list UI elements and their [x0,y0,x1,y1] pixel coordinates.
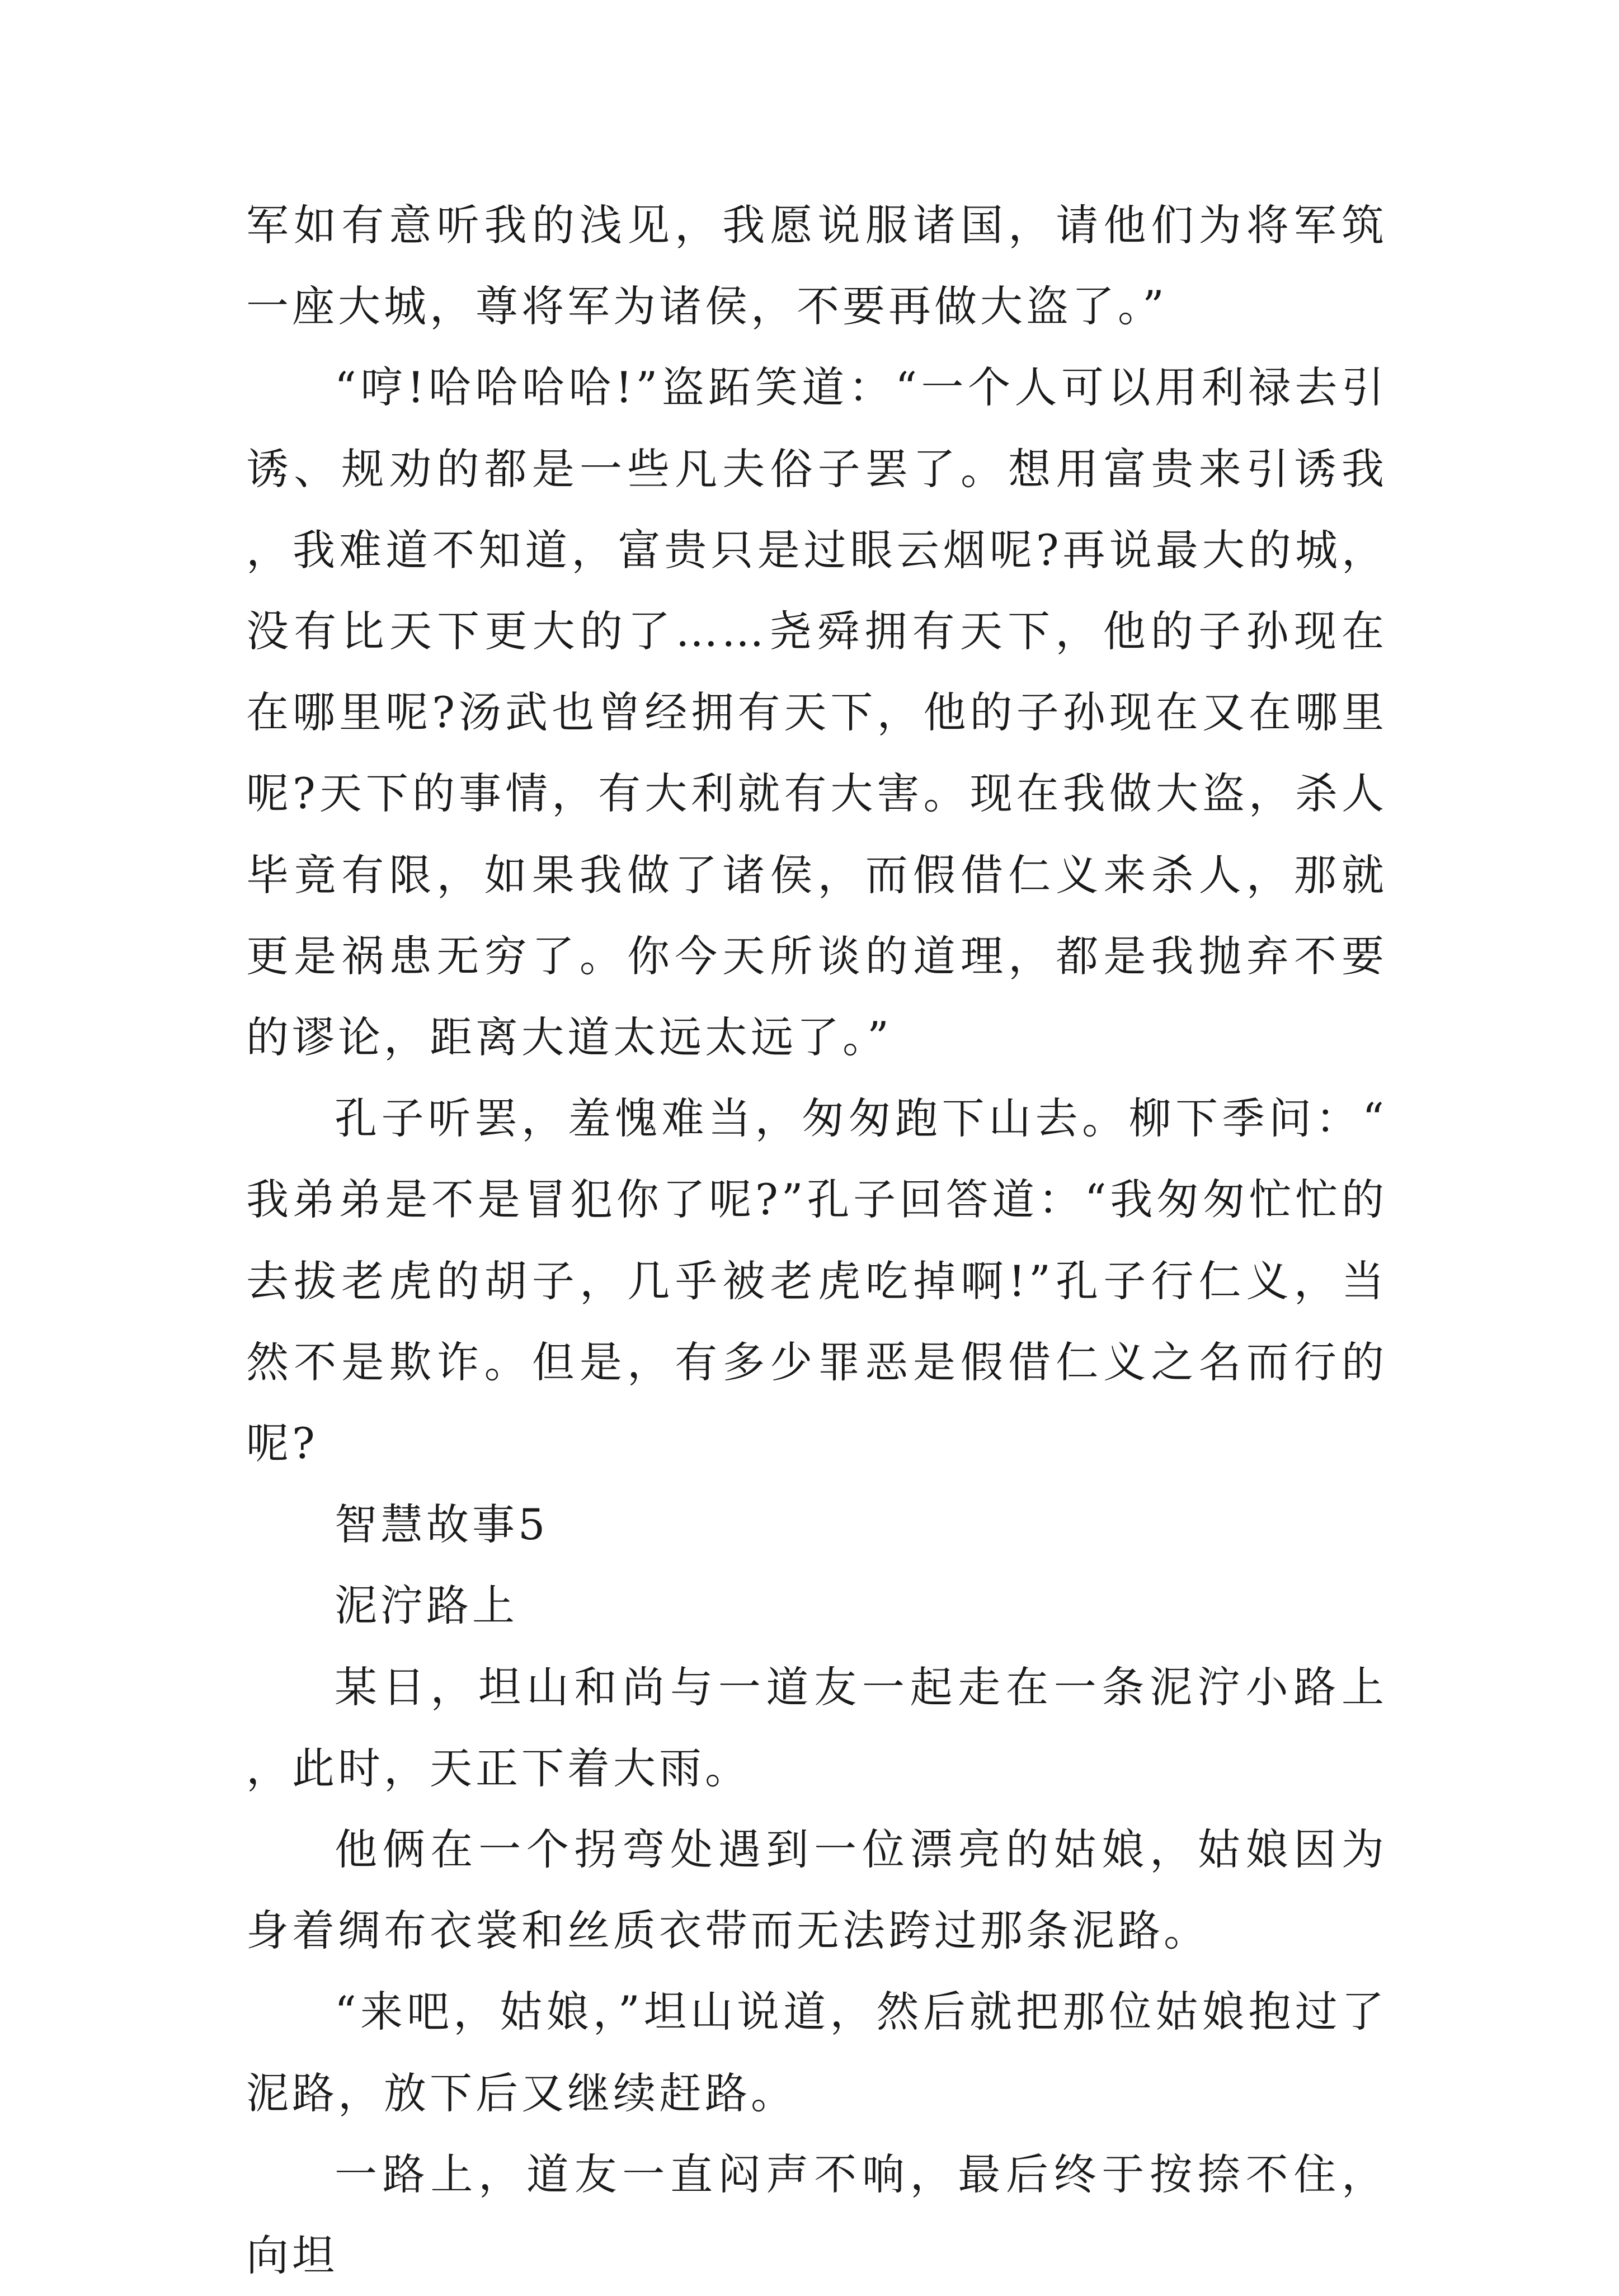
paragraph-continued: 军如有意听我的浅见，我愿说服诸国，请他们为将军筑一座大城，尊将军为诸侯，不要再做大盗了。” [246,200,1387,332]
paragraph-dao-zhi-reply: “哼!哈哈哈哈!”盗跖笑道：“一个人可以用利禄去引诱、规劝的都是一些凡夫俗子罢了。想用富贵来引诱我，我难道不知道，富贵只是过眼云烟呢?再说最大的城，没有比天下更大的了……尧舜拥有天下，他的子孙现在在哪里呢?汤武也曾经拥有天下，他的子孙现在又在哪里呢?天下的事情，有大利就有大害。现在我做大盗，杀人毕竟有限，如果我做了诸侯，而假借仁义来杀人，那就更是祸患无穷了。你今天所谈的道理，都是我抛弃不要的谬论，距离大道太远太远了。” [246,362,1387,1063]
paragraph-carry-girl: “来吧，姑娘，”坦山说道，然后就把那位姑娘抱过了泥路，放下后又继续赶路。 [246,1987,1387,2118]
paragraph-story-opening: 某日，坦山和尚与一道友一起走在一条泥泞小路上，此时，天正下着大雨。 [246,1662,1387,1793]
section-heading: 智慧故事5 [335,1500,549,1550]
paragraph-meet-girl: 他俩在一个拐弯处遇到一位漂亮的姑娘，姑娘因为身着绸布衣裳和丝质衣带而无法跨过那条泥路。 [246,1824,1387,1956]
paragraph-confucius-leaves: 孔子听罢，羞愧难当，匆匆跑下山去。柳下季问：“我弟弟是不是冒犯你了呢?”孔子回答道：“我匆匆忙忙的去拔老虎的胡子，几乎被老虎吃掉啊!”孔子行仁义，当然不是欺诈。但是，有多少罪恶是假借仁义之名而行的呢? [246,1093,1387,1469]
paragraph-friend-silent: 一路上，道友一直闷声不响，最后终于按捺不住，向坦 [246,2149,1387,2281]
story-title: 泥泞路上 [335,1581,518,1631]
document-body [246,185,1387,2296]
